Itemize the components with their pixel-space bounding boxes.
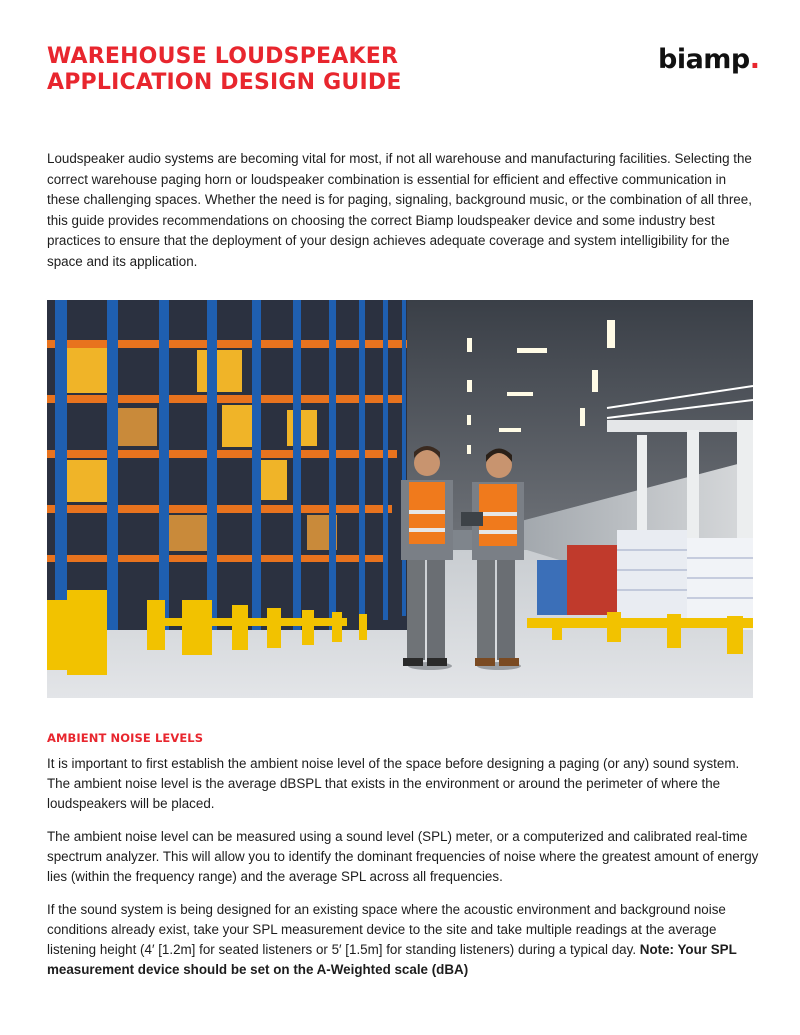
ambient-noise-paragraph-2: The ambient noise level can be measured using a sound level (SPL) meter, or a computerized and calibrated real-time spectrum analyzer. This will allow you to identify the dominant frequencies of noise where the greatest amount of energy lies (within the frequency range) and the average SPL across all frequencies. xyxy=(47,829,759,884)
logo-dot: . xyxy=(749,44,760,75)
document-title xyxy=(47,44,402,96)
paragraph-3-text: If the sound system is being designed for an existing space where the acoustic environment and background noise conditions already exist, take your SPL measurement device to the site and take multiple readings at the average listening height (4′ [1.2m] for seated listeners or 5′ [1.5m] for standing listeners) during a typical day. xyxy=(47,902,726,957)
intro-paragraph: Loudspeaker audio systems are becoming vital for most, if not all warehouse and manufacturing facilities. Selecting the correct warehouse paging horn or loudspeaker combination is essential for efficient and effective communication in these challenging spaces. Whether the need is for paging, signaling, background music, or the combination of all three, this guide provides recommendations on choosing the correct Biamp loudspeaker device and some industry best practices to ensure that the deployment of your design achieves adequate coverage and system intelligibility for the space and its application. xyxy=(47,151,752,269)
title-line-2: APPLICATION DESIGN GUIDE xyxy=(47,70,402,95)
ambient-noise-paragraph-3 xyxy=(47,900,759,980)
spl-note: Note: Your SPL measurement device should be set on the A-Weighted scale (dBA) xyxy=(47,942,737,977)
section-heading: AMBIENT NOISE LEVELS xyxy=(47,731,204,745)
warehouse-photo xyxy=(47,300,753,698)
biamp-logo xyxy=(658,44,760,76)
logo-text: biamp xyxy=(658,44,750,75)
title-line-1: WAREHOUSE LOUDSPEAKER xyxy=(47,44,399,69)
ambient-noise-paragraph-1: It is important to first establish the ambient noise level of the space before designing a paging (or any) sound system. The ambient noise level is the average dBSPL that exists in the environment or around the perimeter of where the loudspeakers will be placed. xyxy=(47,756,740,811)
